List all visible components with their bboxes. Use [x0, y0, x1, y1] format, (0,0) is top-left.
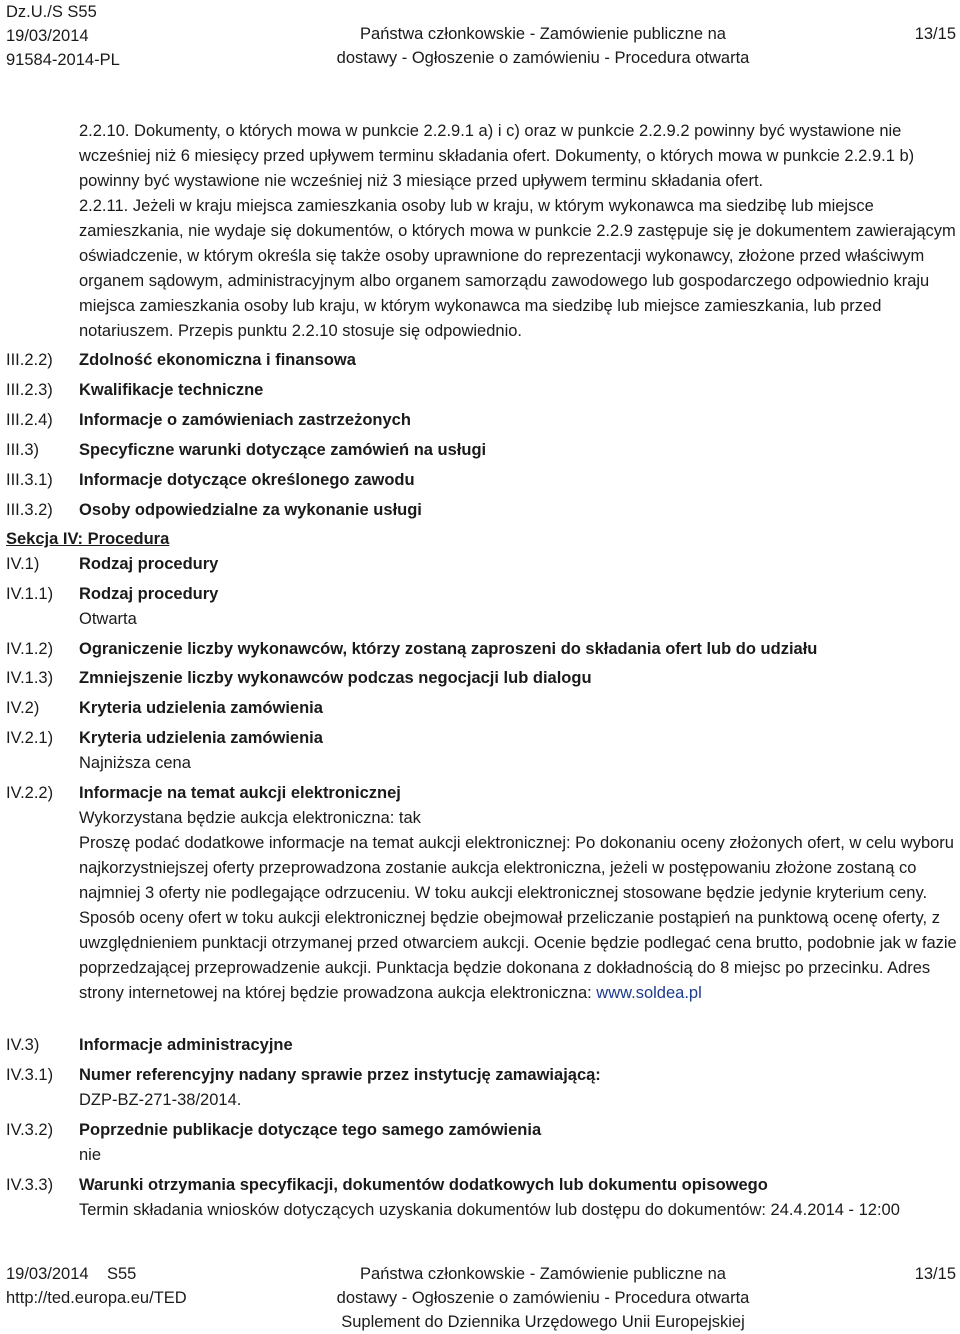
footer-series: S55	[106, 1265, 137, 1283]
footer-left	[6, 1262, 187, 1310]
item-value: Najniższa cena	[79, 754, 191, 772]
item-value: Termin składania wniosków dotyczących uzyskania dokumentów lub dostępu do dokumentów: 24.4.2014 - 12:00	[79, 1201, 900, 1219]
section-iv-heading: Sekcja IV: Procedura	[6, 530, 170, 548]
page-header	[0, 0, 960, 70]
paragraph-2-2-11: 2.2.11. Jeżeli w kraju miejsca zamieszkania osoby lub w kraju, w którym wykonawca ma siedzibę lub miejsce zamieszkania, nie wydaje się dokumentów, o których mowa w punkcie 2.2.9 zastępuje się je dokumentem zawierającym oświadczenie, w którym określa się także osoby uprawnione do reprezentacji wykonawcy, złożone przed właściwym organem sądowym, administracyjnym albo organem samorządu zawodowego lub gospodarczego odpowiednio kraju miejsca zamieszkania osoby lub kraju, w którym wykonawca ma siedzibę lub miejsce zamieszkania, lub przed notariuszem. Przepis punktu 2.2.10 stosuje się odpowiednio.	[79, 197, 956, 340]
ted-link[interactable]: http://ted.europa.eu/TED	[6, 1289, 187, 1307]
item-value: Wykorzystana będzie aukcja elektroniczna: tak	[79, 809, 421, 827]
header-left	[6, 0, 120, 72]
item-value: nie	[79, 1146, 102, 1164]
footer-title: Państwa członkowskie - Zamówienie publiczne na dostawy - Ogłoszenie o zamówieniu - Procedura otwarta Suplement do Dziennika Urzędowego Unii Europejskiej	[336, 1265, 750, 1331]
item-value: DZP-BZ-271-38/2014.	[79, 1091, 242, 1109]
auction-website-link[interactable]: www.soldea.pl	[596, 984, 702, 1002]
footer-date: 19/03/2014	[6, 1265, 89, 1283]
item-value: Otwarta	[79, 610, 137, 628]
document-id: 91584-2014-PL	[6, 51, 120, 69]
header-date: 19/03/2014	[6, 27, 89, 45]
header-title: Państwa członkowskie - Zamówienie publiczne na dostawy - Ogłoszenie o zamówieniu - Procedura otwarta	[336, 25, 750, 67]
footer-page-number: 13/15	[914, 1265, 956, 1283]
page-footer	[0, 1262, 960, 1332]
paragraph-2-2-10: 2.2.10. Dokumenty, o których mowa w punkcie 2.2.9.1 a) i c) oraz w punkcie 2.2.9.2 powinny być wystawione nie wcześniej niż 6 miesięcy przed upływem terminu składania ofert. Dokumenty, o których mowa w punkcie 2.2.9.1 b) powinny być wystawione nie wcześniej niż 3 miesiące przed upływem terminu składania ofert.	[79, 122, 915, 190]
journal-ref: Dz.U./S S55	[6, 3, 97, 21]
auction-details: Proszę podać dodatkowe informacje na temat aukcji elektronicznej: Po dokonaniu oceny złożonych ofert, w celu wyboru najkorzystniejszej oferty przeprowadzona zostanie aukcja elektroniczna, jeżeli w postępowaniu złożone zostaną co najmniej 3 oferty nie podlegające odrzuceniu. W toku aukcji elektronicznej stosowane będzie jedynie kryterium ceny. Sposób oceny ofert w toku aukcji elektronicznej będzie obejmował przeliczanie postąpień na punktową ocenę oferty, z uwzględnieniem punktacji otrzymanej przed otwarciem aukcji. Ocenie będzie podlegać cena brutto, podobnie jak w fazie poprzedzającej przeprowadzenie aukcji. Punktacja będzie dokonana z dokładnością do 8 miejsc po przecinku. Adres strony internetowej na której będzie prowadzona aukcja elektroniczna: www.soldea.pl	[79, 834, 957, 1002]
header-page-number: 13/15	[914, 25, 956, 43]
